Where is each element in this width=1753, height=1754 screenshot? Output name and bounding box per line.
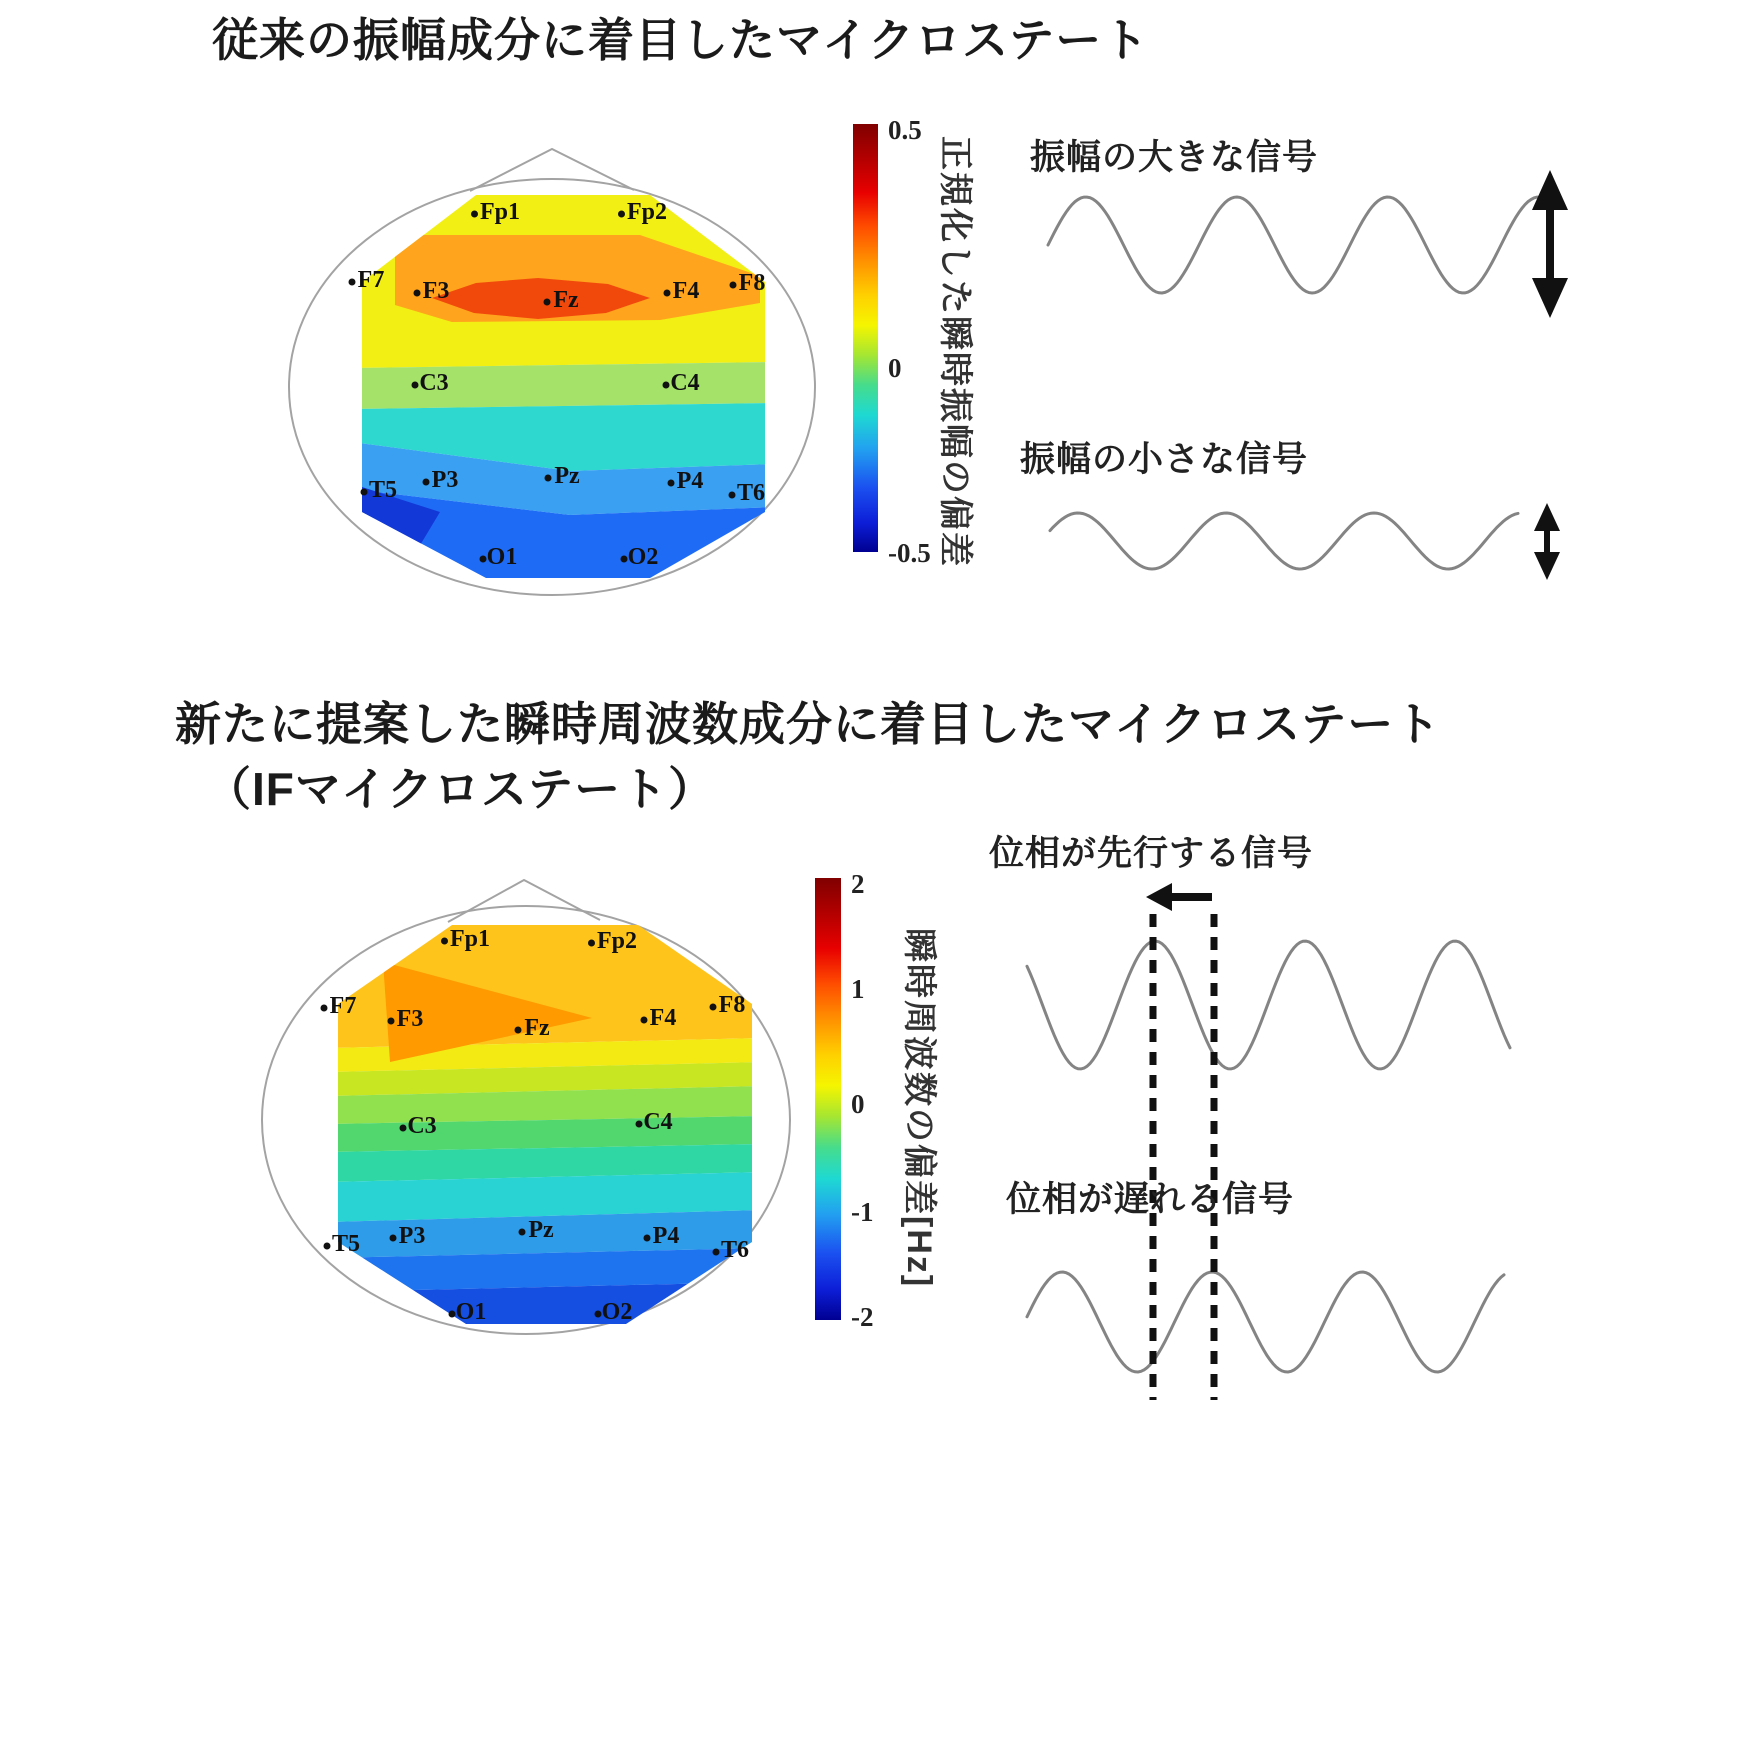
frequency-colorbar-axis-label: 瞬時周波数の偏差[Hz]	[900, 928, 938, 1289]
electrode-label: T6	[720, 1237, 750, 1263]
colorbar-amplitude	[853, 115, 931, 568]
colorbar-tick-label: 0	[851, 1089, 865, 1119]
colorbar-tick-label: 2	[851, 869, 865, 899]
section-amplitude-title: 従来の振幅成分に着目したマイクロステート	[212, 14, 1150, 66]
wave-phase-lagging	[1027, 1272, 1504, 1372]
amplitude-colorbar-axis-label: 正規化した瞬時振幅の偏差	[936, 136, 974, 568]
electrode-label: F4	[672, 278, 700, 304]
electrode-label: Fp2	[596, 928, 638, 954]
wave-phase-leading	[1027, 941, 1510, 1069]
arrow-head-up	[1532, 170, 1568, 210]
electrode-label: Fz	[524, 1015, 550, 1041]
electrode-label: Fz	[553, 287, 579, 313]
phase-lead-arrow	[1146, 883, 1212, 911]
large-amplitude-arrow	[1532, 170, 1568, 318]
electrode-dot	[545, 475, 552, 482]
electrode-label: O2	[601, 1299, 633, 1325]
electrode-dot	[621, 556, 628, 563]
colorbar-tick-label: 0.5	[888, 115, 922, 145]
colorbar-gradient	[815, 878, 841, 1320]
electrode-label: Pz	[554, 463, 580, 489]
colorbar-tick-label: 0	[888, 353, 902, 383]
topomap-frequency-bands	[330, 925, 762, 1330]
electrode-dot	[729, 492, 736, 499]
topomap-amplitude	[289, 149, 815, 595]
topomap-amplitude-bands	[352, 195, 775, 585]
electrode-dot	[480, 556, 487, 563]
electrode-label: Fp2	[626, 199, 668, 225]
electrode-dot	[400, 1125, 407, 1132]
electrode-dot	[730, 282, 737, 289]
electrode-label: Fp1	[479, 199, 521, 225]
wave-large-amplitude	[1048, 197, 1546, 293]
electrode-label: F7	[357, 267, 385, 293]
electrode-dot	[441, 938, 448, 945]
electrode-label: F8	[718, 992, 746, 1018]
electrode-label: T5	[368, 477, 398, 503]
electrode-label: P4	[652, 1223, 680, 1249]
electrode-dot	[664, 290, 671, 297]
colorbar-tick-label: -2	[851, 1302, 874, 1332]
electrode-dot	[544, 299, 551, 306]
electrode-dot	[390, 1235, 397, 1242]
electrode-dot	[449, 1311, 456, 1318]
colorbar-frequency	[815, 869, 874, 1332]
electrode-label: O1	[486, 544, 518, 570]
electrode-dot	[515, 1027, 522, 1034]
electrode-dot	[414, 290, 421, 297]
electrode-label: T6	[736, 480, 766, 506]
large-amplitude-signal-label: 振幅の大きな信号	[1030, 138, 1319, 177]
electrode-dot	[636, 1121, 643, 1128]
section-frequency-title-line2: （IFマイクロステート）	[205, 763, 716, 815]
arrow-head-down	[1532, 278, 1568, 318]
phase-lagging-signal-label: 位相が遅れる信号	[1006, 1180, 1295, 1219]
electrode-dot	[471, 211, 478, 218]
electrode-label: Pz	[528, 1217, 554, 1243]
colorbar-tick-label: 1	[851, 974, 865, 1004]
electrode-dot	[710, 1004, 717, 1011]
electrode-label: C4	[670, 370, 700, 396]
electrode-dot	[349, 279, 356, 286]
electrode-dot	[641, 1017, 648, 1024]
electrode-label: F4	[649, 1005, 677, 1031]
arrow-head-left	[1146, 883, 1172, 911]
electrode-label: P3	[398, 1223, 426, 1249]
electrode-label: F3	[422, 278, 450, 304]
colorbar-tick-label: -0.5	[888, 538, 931, 568]
small-amplitude-arrow	[1534, 503, 1560, 580]
electrode-dot	[595, 1311, 602, 1318]
electrode-dot	[588, 940, 595, 947]
electrode-dot	[663, 382, 670, 389]
nose-outline	[448, 880, 600, 922]
electrode-label: O1	[455, 1299, 487, 1325]
arrow-head-down	[1534, 552, 1560, 580]
electrode-label: Fp1	[449, 926, 491, 952]
electrode-dot	[644, 1235, 651, 1242]
phase-leading-signal-label: 位相が先行する信号	[989, 834, 1314, 873]
electrode-dot	[519, 1229, 526, 1236]
wave-small-amplitude	[1050, 513, 1518, 569]
electrode-label: P3	[431, 467, 459, 493]
electrode-dot	[713, 1249, 720, 1256]
electrode-label: O2	[627, 544, 659, 570]
electrode-dot	[618, 211, 625, 218]
electrode-dot	[388, 1018, 395, 1025]
electrode-dot	[668, 480, 675, 487]
electrode-label: C3	[419, 370, 449, 396]
arrow-head-up	[1534, 503, 1560, 531]
section-frequency-title-line1: 新たに提案した瞬時周波数成分に着目したマイクロステート	[175, 698, 1442, 750]
electrode-label: F7	[329, 993, 357, 1019]
electrode-label: C3	[407, 1113, 437, 1139]
topomap-frequency	[262, 880, 790, 1334]
small-amplitude-signal-label: 振幅の小さな信号	[1020, 440, 1309, 479]
electrode-dot	[321, 1005, 328, 1012]
electrode-label: F8	[738, 270, 766, 296]
electrode-label: T5	[331, 1231, 361, 1257]
electrode-label: F3	[396, 1006, 424, 1032]
electrode-dot	[361, 489, 368, 496]
electrode-label: C4	[643, 1109, 673, 1135]
colorbar-tick-label: -1	[851, 1197, 874, 1227]
electrode-dot	[423, 479, 430, 486]
electrode-dot	[324, 1243, 331, 1250]
electrode-label: P4	[676, 468, 704, 494]
colorbar-gradient	[853, 124, 878, 552]
electrode-dot	[412, 382, 419, 389]
